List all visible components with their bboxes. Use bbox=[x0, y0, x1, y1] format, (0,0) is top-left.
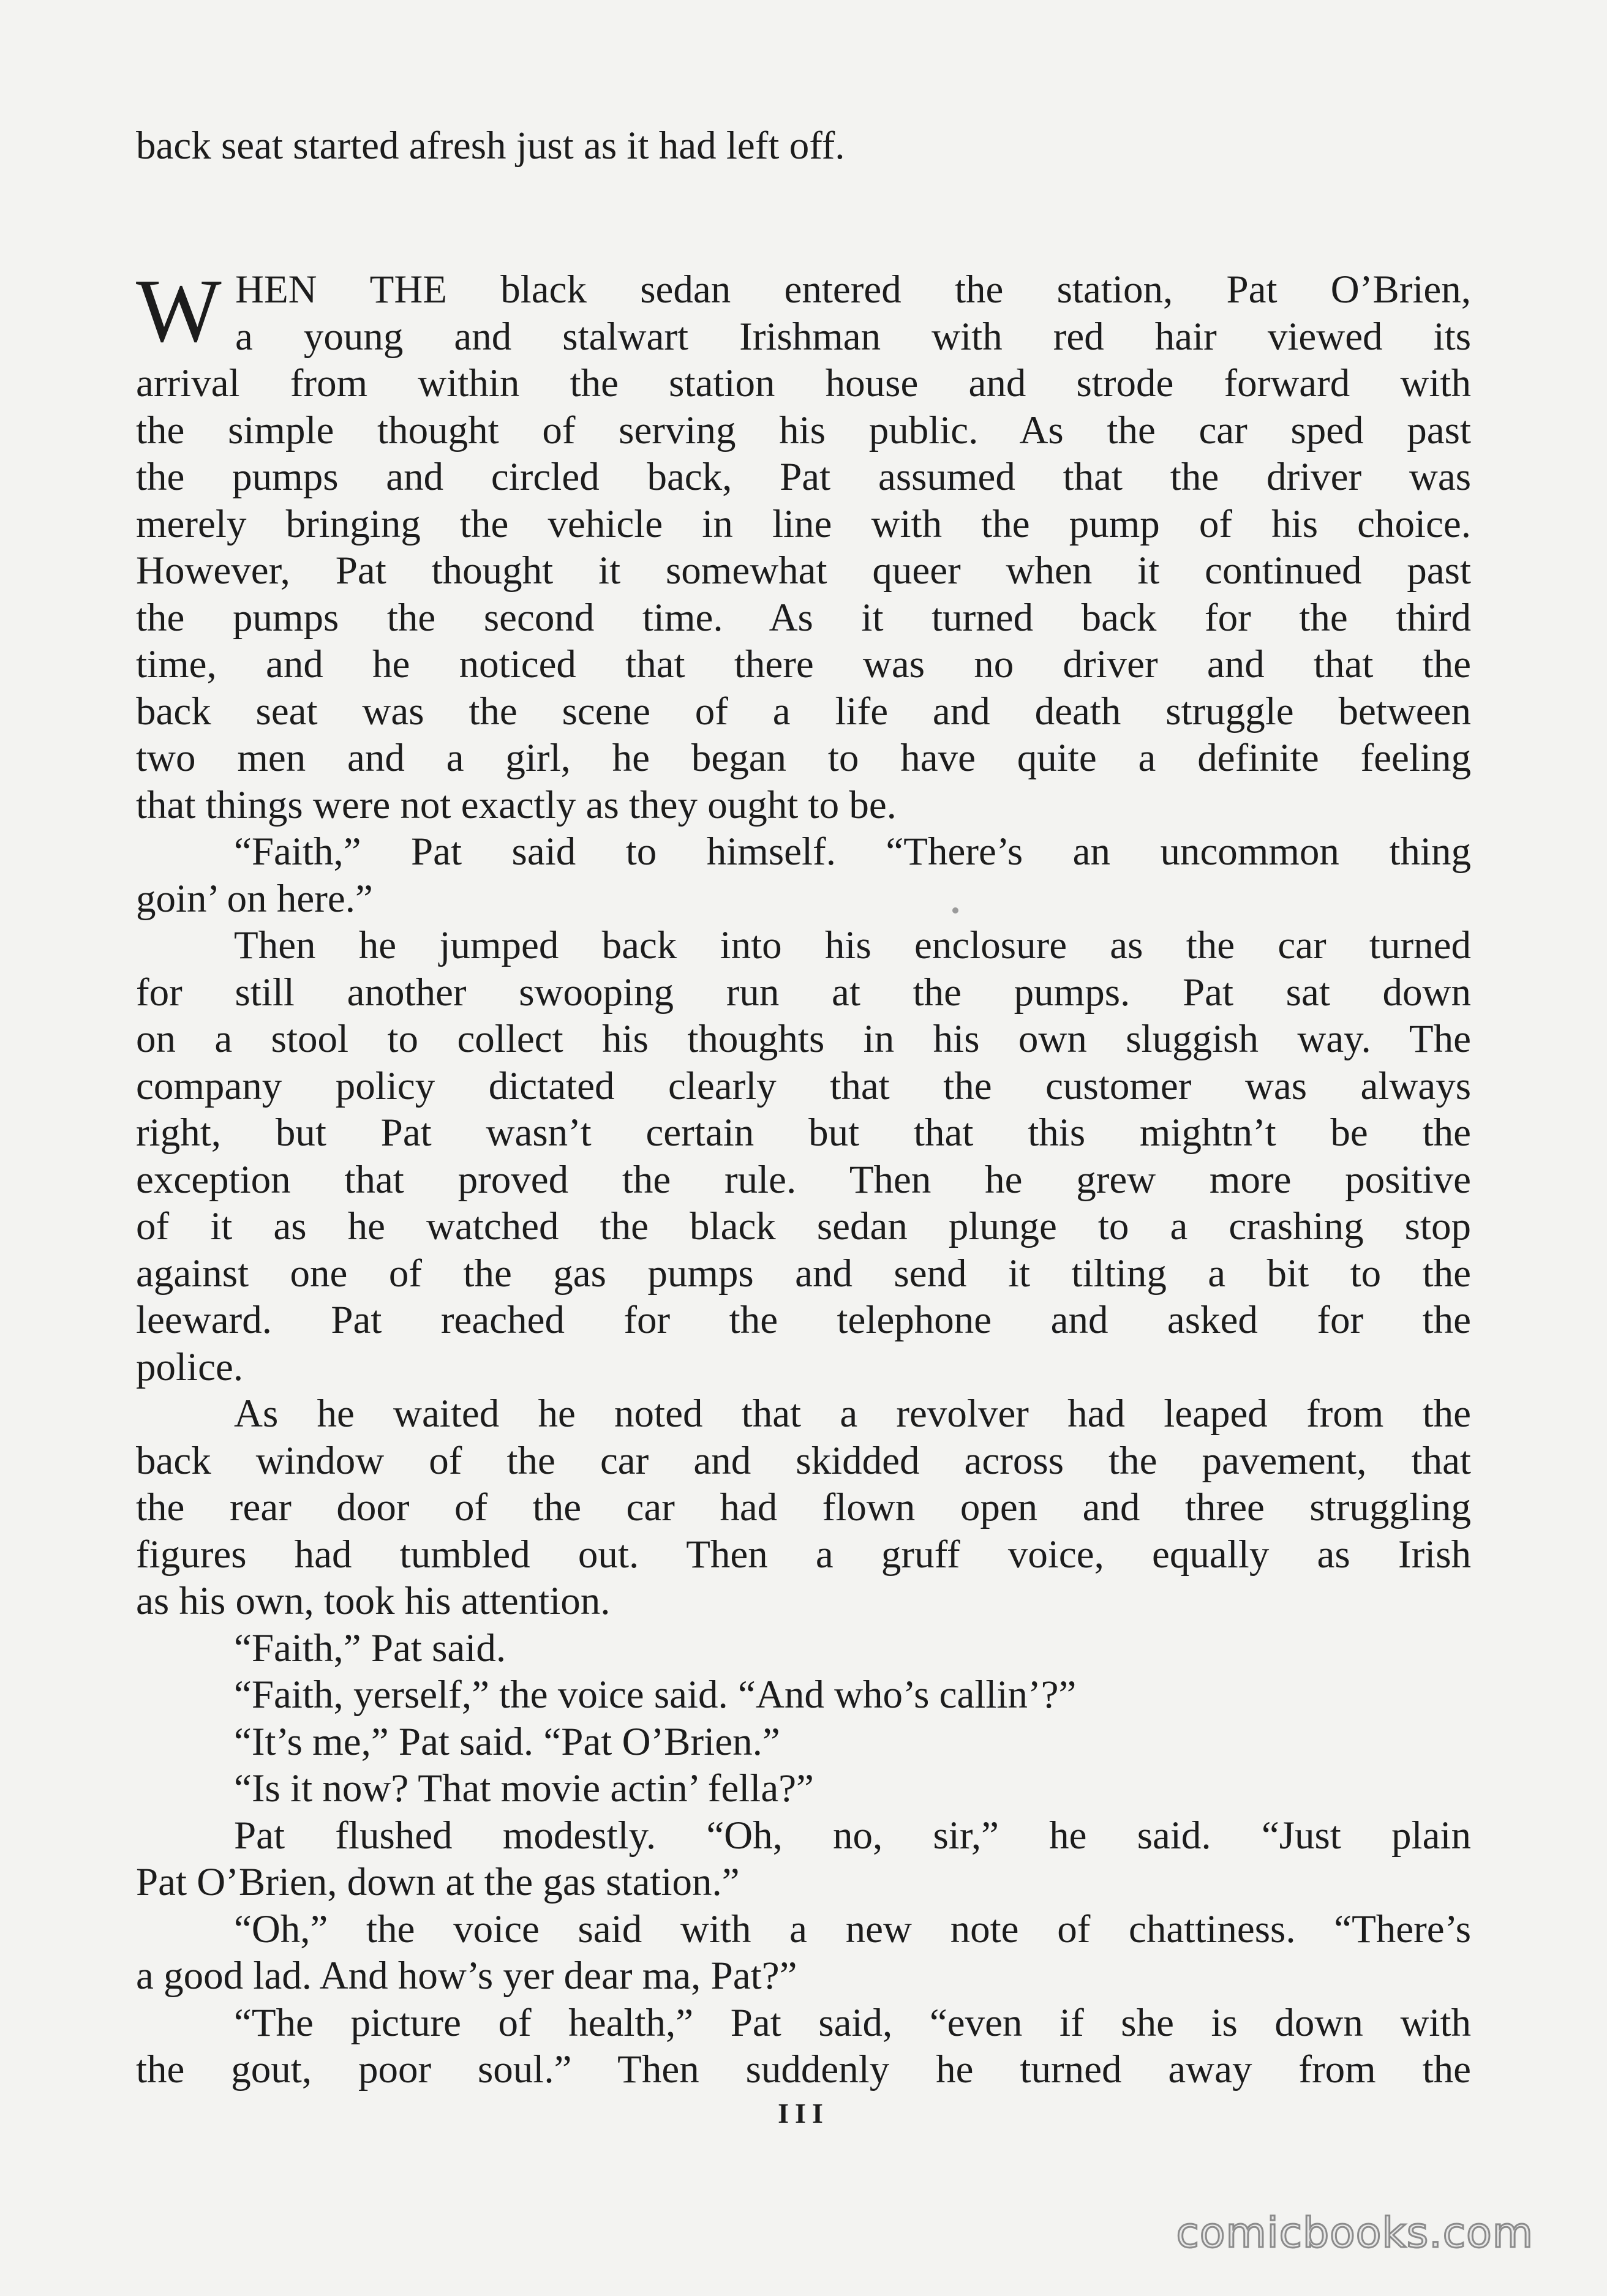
text-line: back seat started afresh just as it had left off. bbox=[136, 124, 845, 168]
text-line: a good lad. And how’s yer dear ma, Pat?” bbox=[136, 1954, 797, 1998]
text-line: “The picture of health,” Pat said, “even if she is down with bbox=[234, 2000, 1471, 2045]
section-body bbox=[136, 261, 1471, 2093]
text-line: the gout, poor soul.” Then suddenly he turned away from the bbox=[136, 2047, 1471, 2092]
text-line: of it as he watched the black sedan plunge to a crashing stop bbox=[136, 1204, 1471, 1248]
text-line: Pat flushed modestly. “Oh, no, sir,” he said. “Just plain bbox=[234, 1813, 1471, 1858]
text-line: As he waited he noted that a revolver had leaped from the bbox=[234, 1392, 1471, 1436]
text-line: the simple thought of serving his public. As the car sped past bbox=[136, 408, 1471, 452]
print-speck bbox=[952, 907, 958, 914]
continued-paragraph bbox=[136, 122, 1471, 170]
text-line: the pumps and circled back, Pat assumed that the driver was bbox=[136, 455, 1471, 499]
text-line: company policy dictated clearly that the customer was always bbox=[136, 1064, 1471, 1108]
watermark-logo: comicbooks.com bbox=[1176, 2209, 1534, 2257]
text-line: right, but Pat wasn’t certain but that this mightn’t be the bbox=[136, 1111, 1471, 1155]
text-line: on a stool to collect his thoughts in his own sluggish way. The bbox=[136, 1017, 1471, 1061]
text-line: time, and he noticed that there was no driver and that the bbox=[136, 642, 1471, 686]
text-line: “It’s me,” Pat said. “Pat O’Brien.” bbox=[234, 1719, 780, 1764]
text-line: However, Pat thought it somewhat queer when it continued past bbox=[136, 549, 1471, 593]
text-line: goin’ on here.” bbox=[136, 876, 373, 921]
text-line: police. bbox=[136, 1345, 244, 1389]
text-line: for still another swooping run at the pumps. Pat sat down bbox=[136, 970, 1471, 1015]
text-line: HEN THE black sedan entered the station, Pat O’Brien, bbox=[235, 268, 1471, 312]
text-line: against one of the gas pumps and send it tilting a bit to the bbox=[136, 1251, 1471, 1296]
text-line: “Faith,” Pat said to himself. “There’s an uncommon thing bbox=[234, 830, 1471, 874]
text-line: Then he jumped back into his enclosure as the car turned bbox=[234, 923, 1471, 967]
text-line: “Faith,” Pat said. bbox=[234, 1626, 506, 1670]
page-number: III bbox=[778, 2098, 829, 2129]
text-line: the pumps the second time. As it turned back for the third bbox=[136, 595, 1471, 640]
text-line: back seat was the scene of a life and death struggle between bbox=[136, 689, 1471, 733]
text-line: the rear door of the car had flown open and three struggling bbox=[136, 1485, 1471, 1529]
text-line: that things were not exactly as they ought to be. bbox=[136, 782, 897, 827]
text-line: “Oh,” the voice said with a new note of chattiness. “There’s bbox=[234, 1907, 1471, 1951]
text-line: “Is it now? That movie actin’ fella?” bbox=[234, 1766, 814, 1810]
text-line: leeward. Pat reached for the telephone and asked for the bbox=[136, 1298, 1471, 1342]
text-line: merely bringing the vehicle in line with the pump of his choice. bbox=[136, 501, 1471, 546]
drop-cap: W bbox=[136, 261, 222, 361]
text-line: back window of the car and skidded across the pavement, that bbox=[136, 1438, 1471, 1483]
text-line: a young and stalwart Irishman with red hair viewed its bbox=[235, 314, 1471, 359]
text-line: figures had tumbled out. Then a gruff voice, equally as Irish bbox=[136, 1532, 1471, 1577]
text-line: exception that proved the rule. Then he grew more positive bbox=[136, 1157, 1471, 1202]
text-line: “Faith, yerself,” the voice said. “And who’s callin’?” bbox=[234, 1673, 1077, 1717]
text-line: Pat O’Brien, down at the gas station.” bbox=[136, 1860, 740, 1904]
text-line: arrival from within the station house and strode forward with bbox=[136, 361, 1471, 405]
text-line: as his own, took his attention. bbox=[136, 1579, 611, 1623]
text-line: two men and a girl, he began to have quite a definite feeling bbox=[136, 736, 1471, 780]
opening-paragraph bbox=[136, 261, 1471, 361]
